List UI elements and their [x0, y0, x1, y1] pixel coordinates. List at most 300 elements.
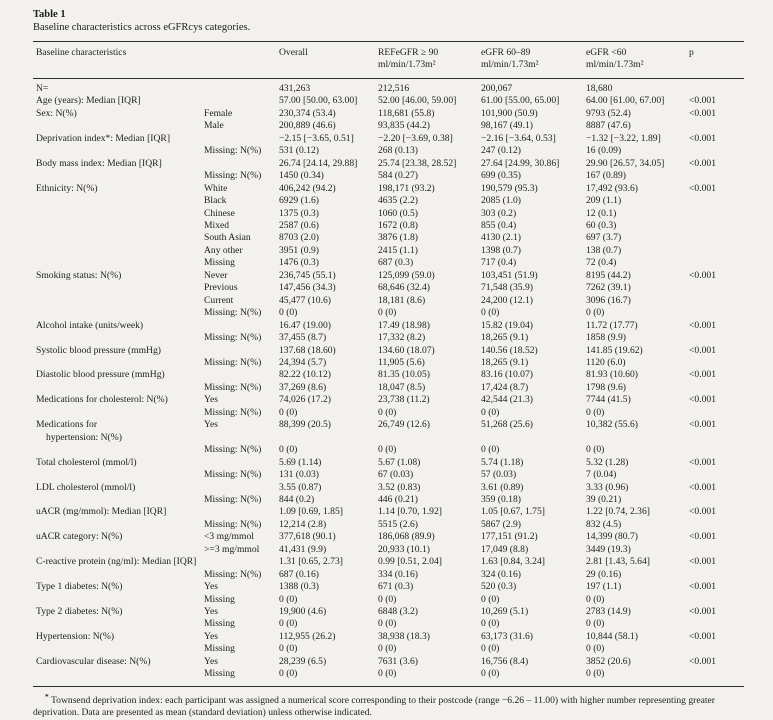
cell-egfr-60-89: 303 (0.2) [481, 207, 517, 219]
cell-egfr-60-89: 1.05 [0.67, 1.75] [481, 506, 545, 518]
cell-overall: 3.55 (0.87) [279, 481, 322, 493]
table-body [33, 79, 744, 687]
row-label [33, 531, 204, 543]
cell-refegfr-ge90: 1672 (0.8) [378, 219, 418, 231]
row-sublabel: Yes [204, 394, 218, 406]
row-sublabel: Missing: N(%) [204, 356, 262, 368]
row-sublabel: Any other [204, 244, 243, 256]
cell-egfr-lt60: 0 (0) [586, 444, 605, 456]
cell-refegfr-ge90: 1.14 [0.70, 1.92] [378, 506, 442, 518]
cell-p-value: <0.001 [689, 531, 716, 543]
row-label-line: Deprivation index*: Median [IQR] [36, 132, 171, 144]
cell-egfr-lt60: 18,680 [586, 83, 613, 94]
table-row [33, 357, 744, 369]
row-label-line: Total cholesterol (mmol/l) [36, 456, 137, 468]
row-label [33, 394, 204, 406]
row-sublabel: Missing: N(%) [204, 381, 262, 393]
cell-egfr-60-89: 140.56 (18.52) [481, 344, 538, 356]
cell-overall: 24,394 (5.7) [279, 356, 327, 368]
row-sublabel [204, 369, 279, 381]
table-row [33, 506, 744, 518]
cell-overall: 1388 (0.3) [279, 581, 319, 593]
cell-egfr-60-89: 855 (0.4) [481, 219, 517, 231]
row-sublabel: Chinese [204, 207, 235, 219]
table-row [33, 519, 744, 531]
cell-refegfr-ge90: 687 (0.3) [378, 257, 414, 269]
cell-refegfr-ge90: 3.52 (0.83) [378, 481, 421, 493]
cell-egfr-60-89: 190,579 (95.3) [481, 182, 538, 194]
cell-overall: 88,399 (20.5) [279, 419, 331, 431]
cell-refegfr-ge90: 18,181 (8.6) [378, 294, 426, 306]
row-sublabel: Male [204, 120, 224, 132]
row-label [33, 606, 204, 618]
cell-egfr-60-89: 0 (0) [481, 444, 500, 456]
cell-overall: 41,431 (9.9) [279, 543, 327, 555]
row-label [33, 307, 204, 319]
row-label [33, 469, 204, 481]
col-header-subcategory [204, 42, 279, 79]
table-row [33, 158, 744, 170]
cell-refegfr-ge90: 67 (0.03) [378, 469, 414, 481]
cell-egfr-60-89: 18,265 (9.1) [481, 332, 529, 344]
cell-refegfr-ge90: 17.49 (18.98) [378, 319, 430, 331]
col-header-baseline-characteristics [33, 42, 204, 79]
row-sublabel: Missing [204, 643, 235, 655]
cell-egfr-60-89: 24,200 (12.1) [481, 294, 533, 306]
cell-p-value: <0.001 [689, 506, 716, 518]
cell-egfr-60-89: 5.74 (1.18) [481, 456, 524, 468]
row-sublabel [204, 556, 279, 568]
row-label [33, 195, 204, 207]
cell-overall: 147,456 (34.3) [279, 282, 336, 294]
cell-egfr-lt60: 3.33 (0.96) [586, 481, 629, 493]
cell-egfr-lt60: 1120 (6.0) [586, 356, 626, 368]
cell-refegfr-ge90: 17,332 (8.2) [378, 332, 426, 344]
cell-refegfr-ge90: 52.00 [46.00, 59.00] [378, 95, 457, 107]
cell-overall: 45,477 (10.6) [279, 294, 331, 306]
table-row [33, 295, 744, 307]
cell-refegfr-ge90: 5.67 (1.08) [378, 456, 421, 468]
table-row [33, 332, 744, 344]
row-sublabel: Missing: N(%) [204, 493, 262, 505]
cell-p-value: <0.001 [689, 581, 716, 593]
cell-egfr-60-89: 1.63 [0.84, 3.24] [481, 556, 545, 568]
cell-overall: 112,955 (26.2) [279, 630, 336, 642]
cell-overall: 2587 (0.6) [279, 219, 319, 231]
cell-overall: 137.68 (18.60) [279, 344, 336, 356]
cell-egfr-60-89: 27.64 [24.99, 30.86] [481, 157, 560, 169]
cell-p-value: <0.001 [689, 369, 716, 381]
cell-egfr-60-89: 103,451 (51.9) [481, 269, 538, 281]
cell-egfr-lt60: 141.85 (19.62) [586, 344, 643, 356]
cell-p-value [689, 519, 744, 531]
cell-egfr-60-89: 71,548 (35.9) [481, 282, 533, 294]
cell-egfr-60-89: 717 (0.4) [481, 257, 517, 269]
cell-p-value [689, 170, 744, 182]
cell-p-value [689, 282, 744, 294]
cell-p-value [689, 668, 744, 686]
cell-egfr-lt60: 81.93 (10.60) [586, 369, 638, 381]
cell-refegfr-ge90: 334 (0.16) [378, 568, 418, 580]
col-header-line: eGFR <60 [586, 47, 627, 58]
row-label-wrap-line: hypertension: N(%) [46, 431, 122, 443]
cell-p-value [689, 220, 744, 232]
cell-egfr-60-89: 3.61 (0.89) [481, 481, 524, 493]
cell-overall: 3951 (0.9) [279, 244, 319, 256]
row-label-line: LDL cholesterol (mmol/l) [36, 481, 136, 493]
row-label [33, 79, 204, 96]
row-label [33, 544, 204, 556]
row-sublabel [204, 95, 279, 107]
cell-p-value [689, 79, 744, 96]
row-label-line: Diastolic blood pressure (mmHg) [36, 369, 165, 381]
cell-overall: 377,618 (90.1) [279, 531, 336, 543]
cell-egfr-lt60: 29 (0.16) [586, 568, 622, 580]
table-row [33, 531, 744, 543]
row-label [33, 519, 204, 531]
cell-egfr-lt60: 17,492 (93.6) [586, 182, 638, 194]
cell-p-value [689, 594, 744, 606]
row-label [33, 158, 204, 170]
cell-p-value [689, 232, 744, 244]
row-sublabel: Current [204, 294, 234, 306]
cell-egfr-60-89: 0 (0) [481, 643, 500, 655]
row-sublabel: Missing: N(%) [204, 332, 262, 344]
table-row [33, 282, 744, 294]
row-sublabel [204, 457, 279, 469]
footnote-asterisk-marker: * [45, 691, 49, 701]
cell-overall: 82.22 (10.12) [279, 369, 331, 381]
row-sublabel: Missing [204, 593, 235, 605]
cell-refegfr-ge90: 11,905 (5.6) [378, 356, 425, 368]
cell-egfr-60-89: 1398 (0.7) [481, 244, 521, 256]
cell-refegfr-ge90: 3876 (1.8) [378, 232, 418, 244]
cell-egfr-lt60: 0 (0) [586, 406, 605, 418]
cell-overall: 6929 (1.6) [279, 195, 319, 207]
cell-egfr-lt60: 0 (0) [586, 307, 605, 319]
cell-egfr-lt60: 0 (0) [586, 668, 605, 680]
row-sublabel: Yes [204, 655, 218, 667]
table-row [33, 594, 744, 606]
col-header-unit: ml/min/1.73m² [586, 59, 644, 70]
cell-refegfr-ge90: 5515 (2.6) [378, 518, 418, 530]
row-label [33, 382, 204, 394]
row-sublabel: Missing [204, 618, 235, 630]
row-sublabel: Missing: N(%) [204, 469, 262, 481]
cell-p-value [689, 544, 744, 556]
row-sublabel: Never [204, 269, 228, 281]
table-row [33, 668, 744, 686]
row-label [33, 656, 204, 668]
cell-overall: 5.69 (1.14) [279, 456, 322, 468]
table-row [33, 369, 744, 381]
table-row [33, 232, 744, 244]
row-sublabel [204, 506, 279, 518]
row-label [33, 581, 204, 593]
cell-refegfr-ge90: 4635 (2.2) [378, 195, 418, 207]
table-row [33, 208, 744, 220]
cell-egfr-lt60: 0 (0) [586, 593, 605, 605]
cell-egfr-lt60: 10,382 (55.6) [586, 419, 638, 431]
cell-refegfr-ge90: 268 (0.13) [378, 145, 418, 157]
cell-egfr-lt60: 0 (0) [586, 618, 605, 630]
table-row [33, 643, 744, 655]
row-label [33, 282, 204, 294]
cell-overall: 687 (0.16) [279, 568, 319, 580]
cell-egfr-lt60: 0 (0) [586, 643, 605, 655]
row-sublabel [204, 158, 279, 170]
cell-overall: 26.74 [24.14, 29.88] [279, 157, 358, 169]
cell-egfr-60-89: 61.00 [55.00, 65.00] [481, 95, 560, 107]
cell-egfr-60-89: 4130 (2.1) [481, 232, 521, 244]
cell-p-value: <0.001 [689, 481, 716, 493]
cell-p-value [689, 643, 744, 655]
row-label-line: Systolic blood pressure (mmHg) [36, 344, 161, 356]
row-label-line: Sex: N(%) [36, 107, 77, 119]
cell-refegfr-ge90: 81.35 (10.05) [378, 369, 430, 381]
cell-overall: 1.09 [0.69, 1.85] [279, 506, 343, 518]
cell-p-value [689, 618, 744, 630]
cell-egfr-lt60: 8887 (47.6) [586, 120, 631, 132]
row-label [33, 257, 204, 269]
cell-overall: 531 (0.12) [279, 145, 319, 157]
cell-p-value: <0.001 [689, 157, 716, 169]
row-sublabel: Yes [204, 419, 218, 431]
row-sublabel [204, 320, 279, 332]
row-sublabel [204, 482, 279, 494]
row-label-line: Ethnicity: N(%) [36, 182, 98, 194]
cell-egfr-lt60: −1.32 [−3.22, 1.89] [586, 132, 661, 144]
row-label-line: Medications for cholesterol: N(%) [36, 394, 168, 406]
row-sublabel: White [204, 182, 228, 194]
row-sublabel: Yes [204, 606, 218, 618]
table-row [33, 407, 744, 419]
cell-overall: 406,242 (94.2) [279, 182, 336, 194]
cell-egfr-lt60: 138 (0.7) [586, 244, 622, 256]
row-label [33, 183, 204, 195]
table-row [33, 320, 744, 332]
table-row [33, 494, 744, 506]
cell-refegfr-ge90: 0.99 [0.51, 2.04] [378, 556, 442, 568]
row-sublabel: Missing [204, 668, 235, 680]
cell-p-value: <0.001 [689, 107, 716, 119]
row-sublabel: Female [204, 107, 233, 119]
table-row [33, 382, 744, 394]
row-label [33, 120, 204, 132]
cell-p-value [689, 307, 744, 319]
table-row [33, 307, 744, 319]
cell-overall: 8703 (2.0) [279, 232, 319, 244]
cell-egfr-60-89: 17,424 (8.7) [481, 381, 529, 393]
cell-p-value [689, 120, 744, 132]
cell-overall: 37,455 (8.7) [279, 332, 327, 344]
row-sublabel: <3 mg/mmol [204, 531, 254, 543]
cell-egfr-lt60: 8195 (44.2) [586, 269, 631, 281]
table-row [33, 195, 744, 207]
cell-egfr-lt60: 64.00 [61.00, 67.00] [586, 95, 665, 107]
row-sublabel: Previous [204, 282, 238, 294]
row-label [33, 444, 204, 456]
cell-refegfr-ge90: 7631 (3.6) [378, 655, 418, 667]
row-label [33, 357, 204, 369]
row-label-line: Hypertension: N(%) [36, 630, 115, 642]
cell-p-value [689, 407, 744, 419]
cell-refegfr-ge90: 1060 (0.5) [378, 207, 418, 219]
table-row [33, 544, 744, 556]
cell-egfr-lt60: 1798 (9.6) [586, 381, 626, 393]
cell-egfr-60-89: 247 (0.12) [481, 145, 521, 157]
cell-p-value: <0.001 [689, 394, 716, 406]
row-sublabel: Missing: N(%) [204, 170, 262, 182]
table-row [33, 631, 744, 643]
cell-refegfr-ge90: 0 (0) [378, 406, 397, 418]
cell-egfr-lt60: 1858 (9.9) [586, 332, 626, 344]
table-row [33, 606, 744, 618]
col-header-refegfr-ge90 [378, 42, 481, 79]
cell-egfr-lt60: 7744 (41.5) [586, 394, 631, 406]
cell-refegfr-ge90: 125,099 (59.0) [378, 269, 435, 281]
cell-overall: 19,900 (4.6) [279, 606, 327, 618]
cell-overall: 1450 (0.34) [279, 170, 324, 182]
cell-overall: 0 (0) [279, 307, 298, 319]
cell-egfr-lt60: 5.32 (1.28) [586, 456, 629, 468]
cell-overall: 200,889 (46.6) [279, 120, 336, 132]
table-row [33, 220, 744, 232]
cell-egfr-60-89: 0 (0) [481, 618, 500, 630]
cell-egfr-60-89: 10,269 (5.1) [481, 606, 529, 618]
cell-refegfr-ge90: 118,681 (55.8) [378, 107, 435, 119]
row-sublabel: Missing: N(%) [204, 518, 262, 530]
row-sublabel: Missing: N(%) [204, 444, 262, 456]
table-row [33, 656, 744, 668]
col-header-line: p [689, 47, 694, 58]
cell-overall: 37,269 (8.6) [279, 381, 327, 393]
cell-egfr-lt60: 1.22 [0.74, 2.36] [586, 506, 650, 518]
row-label [33, 145, 204, 157]
row-sublabel: Missing: N(%) [204, 145, 262, 157]
table-row [33, 170, 744, 182]
row-label [33, 494, 204, 506]
table-row [33, 183, 744, 195]
cell-p-value [689, 357, 744, 369]
row-label [33, 270, 204, 282]
row-sublabel: Mixed [204, 219, 230, 231]
table-row [33, 444, 744, 456]
row-sublabel: Yes [204, 581, 218, 593]
cell-egfr-60-89: 699 (0.35) [481, 170, 521, 182]
cell-egfr-60-89: 520 (0.3) [481, 581, 517, 593]
cell-overall: 1.31 [0.65, 2.73] [279, 556, 343, 568]
cell-refegfr-ge90: 446 (0.21) [378, 493, 418, 505]
cell-refegfr-ge90: 0 (0) [378, 643, 397, 655]
row-label [33, 295, 204, 307]
cell-egfr-lt60: 9793 (52.4) [586, 107, 631, 119]
table-row [33, 270, 744, 282]
cell-egfr-60-89: 0 (0) [481, 668, 500, 680]
cell-p-value [689, 245, 744, 257]
cell-p-value [689, 382, 744, 394]
cell-egfr-60-89: 18,265 (9.1) [481, 356, 529, 368]
row-label [33, 457, 204, 469]
cell-egfr-60-89: 17,049 (8.8) [481, 543, 529, 555]
row-label [33, 631, 204, 643]
cell-overall: 57.00 [50.00, 63.00] [279, 95, 358, 107]
cell-egfr-lt60: 3449 (19.3) [586, 543, 631, 555]
cell-egfr-60-89: 16,756 (8.4) [481, 655, 529, 667]
cell-p-value: <0.001 [689, 182, 716, 194]
table-row [33, 257, 744, 269]
row-sublabel [204, 133, 279, 145]
cell-overall: 1476 (0.3) [279, 257, 319, 269]
cell-egfr-lt60: 167 (0.89) [586, 170, 626, 182]
cell-overall: 431,263 [279, 83, 311, 94]
cell-egfr-lt60: 3852 (20.6) [586, 655, 631, 667]
cell-egfr-lt60: 2783 (14.9) [586, 606, 631, 618]
row-label-line: Age (years): Median [IQR] [36, 95, 141, 107]
row-sublabel: Missing: N(%) [204, 406, 262, 418]
cell-overall: −2.15 [−3.65, 0.51] [279, 132, 354, 144]
cell-refegfr-ge90: 23,738 (11.2) [378, 394, 430, 406]
cell-refegfr-ge90: 38,938 (18.3) [378, 630, 430, 642]
cell-refegfr-ge90: 0 (0) [378, 668, 397, 680]
row-sublabel: Missing: N(%) [204, 307, 262, 319]
cell-egfr-lt60: 14,399 (80.7) [586, 531, 638, 543]
row-sublabel: Black [204, 195, 227, 207]
cell-overall: 230,374 (53.4) [279, 107, 336, 119]
col-header-overall [279, 42, 378, 79]
cell-egfr-60-89: 324 (0.16) [481, 568, 521, 580]
cell-refegfr-ge90: 6848 (3.2) [378, 606, 418, 618]
row-label [33, 618, 204, 630]
cell-overall: 1375 (0.3) [279, 207, 319, 219]
cell-egfr-60-89: 2085 (1.0) [481, 195, 521, 207]
cell-overall: 28,239 (6.5) [279, 655, 327, 667]
cell-egfr-lt60: 39 (0.21) [586, 493, 622, 505]
cell-refegfr-ge90: 0 (0) [378, 618, 397, 630]
table-header-row [33, 42, 744, 79]
cell-egfr-lt60: 11.72 (17.77) [586, 319, 638, 331]
cell-egfr-60-89: 83.16 (10.07) [481, 369, 533, 381]
row-label [33, 220, 204, 232]
cell-overall: 0 (0) [279, 593, 298, 605]
row-label [33, 419, 204, 444]
cell-p-value: <0.001 [689, 344, 716, 356]
table-row [33, 345, 744, 357]
row-label [33, 245, 204, 257]
cell-p-value [689, 469, 744, 481]
cell-overall: 236,745 (55.1) [279, 269, 336, 281]
row-label-line: uACR category: N(%) [36, 531, 123, 543]
row-label [33, 643, 204, 655]
cell-egfr-60-89: 63,173 (31.6) [481, 630, 533, 642]
table-row [33, 469, 744, 481]
row-label [33, 569, 204, 581]
row-label-line: C-reactive protein (ng/ml): Median [IQR] [36, 556, 197, 568]
cell-egfr-lt60: 12 (0.1) [586, 207, 617, 219]
row-label [33, 594, 204, 606]
cell-p-value [689, 332, 744, 344]
table-row [33, 133, 744, 145]
col-header-egfr-lt60 [586, 42, 689, 79]
table-row [33, 394, 744, 406]
footnote-text: Townsend deprivation index: each participant was assigned a numerical score corresponding to their postcode (range −6.26 – 11.00) with higher number representing greater deprivation. Data are presented as mean (standard deviation) unless otherwise indicated. [33, 694, 715, 719]
cell-egfr-60-89: 200,067 [481, 83, 513, 94]
row-label [33, 232, 204, 244]
cell-egfr-60-89: 177,151 (91.2) [481, 531, 538, 543]
cell-egfr-60-89: 42,544 (21.3) [481, 394, 533, 406]
cell-egfr-lt60: 7262 (39.1) [586, 282, 631, 294]
cell-refegfr-ge90: 186,068 (89.9) [378, 531, 435, 543]
